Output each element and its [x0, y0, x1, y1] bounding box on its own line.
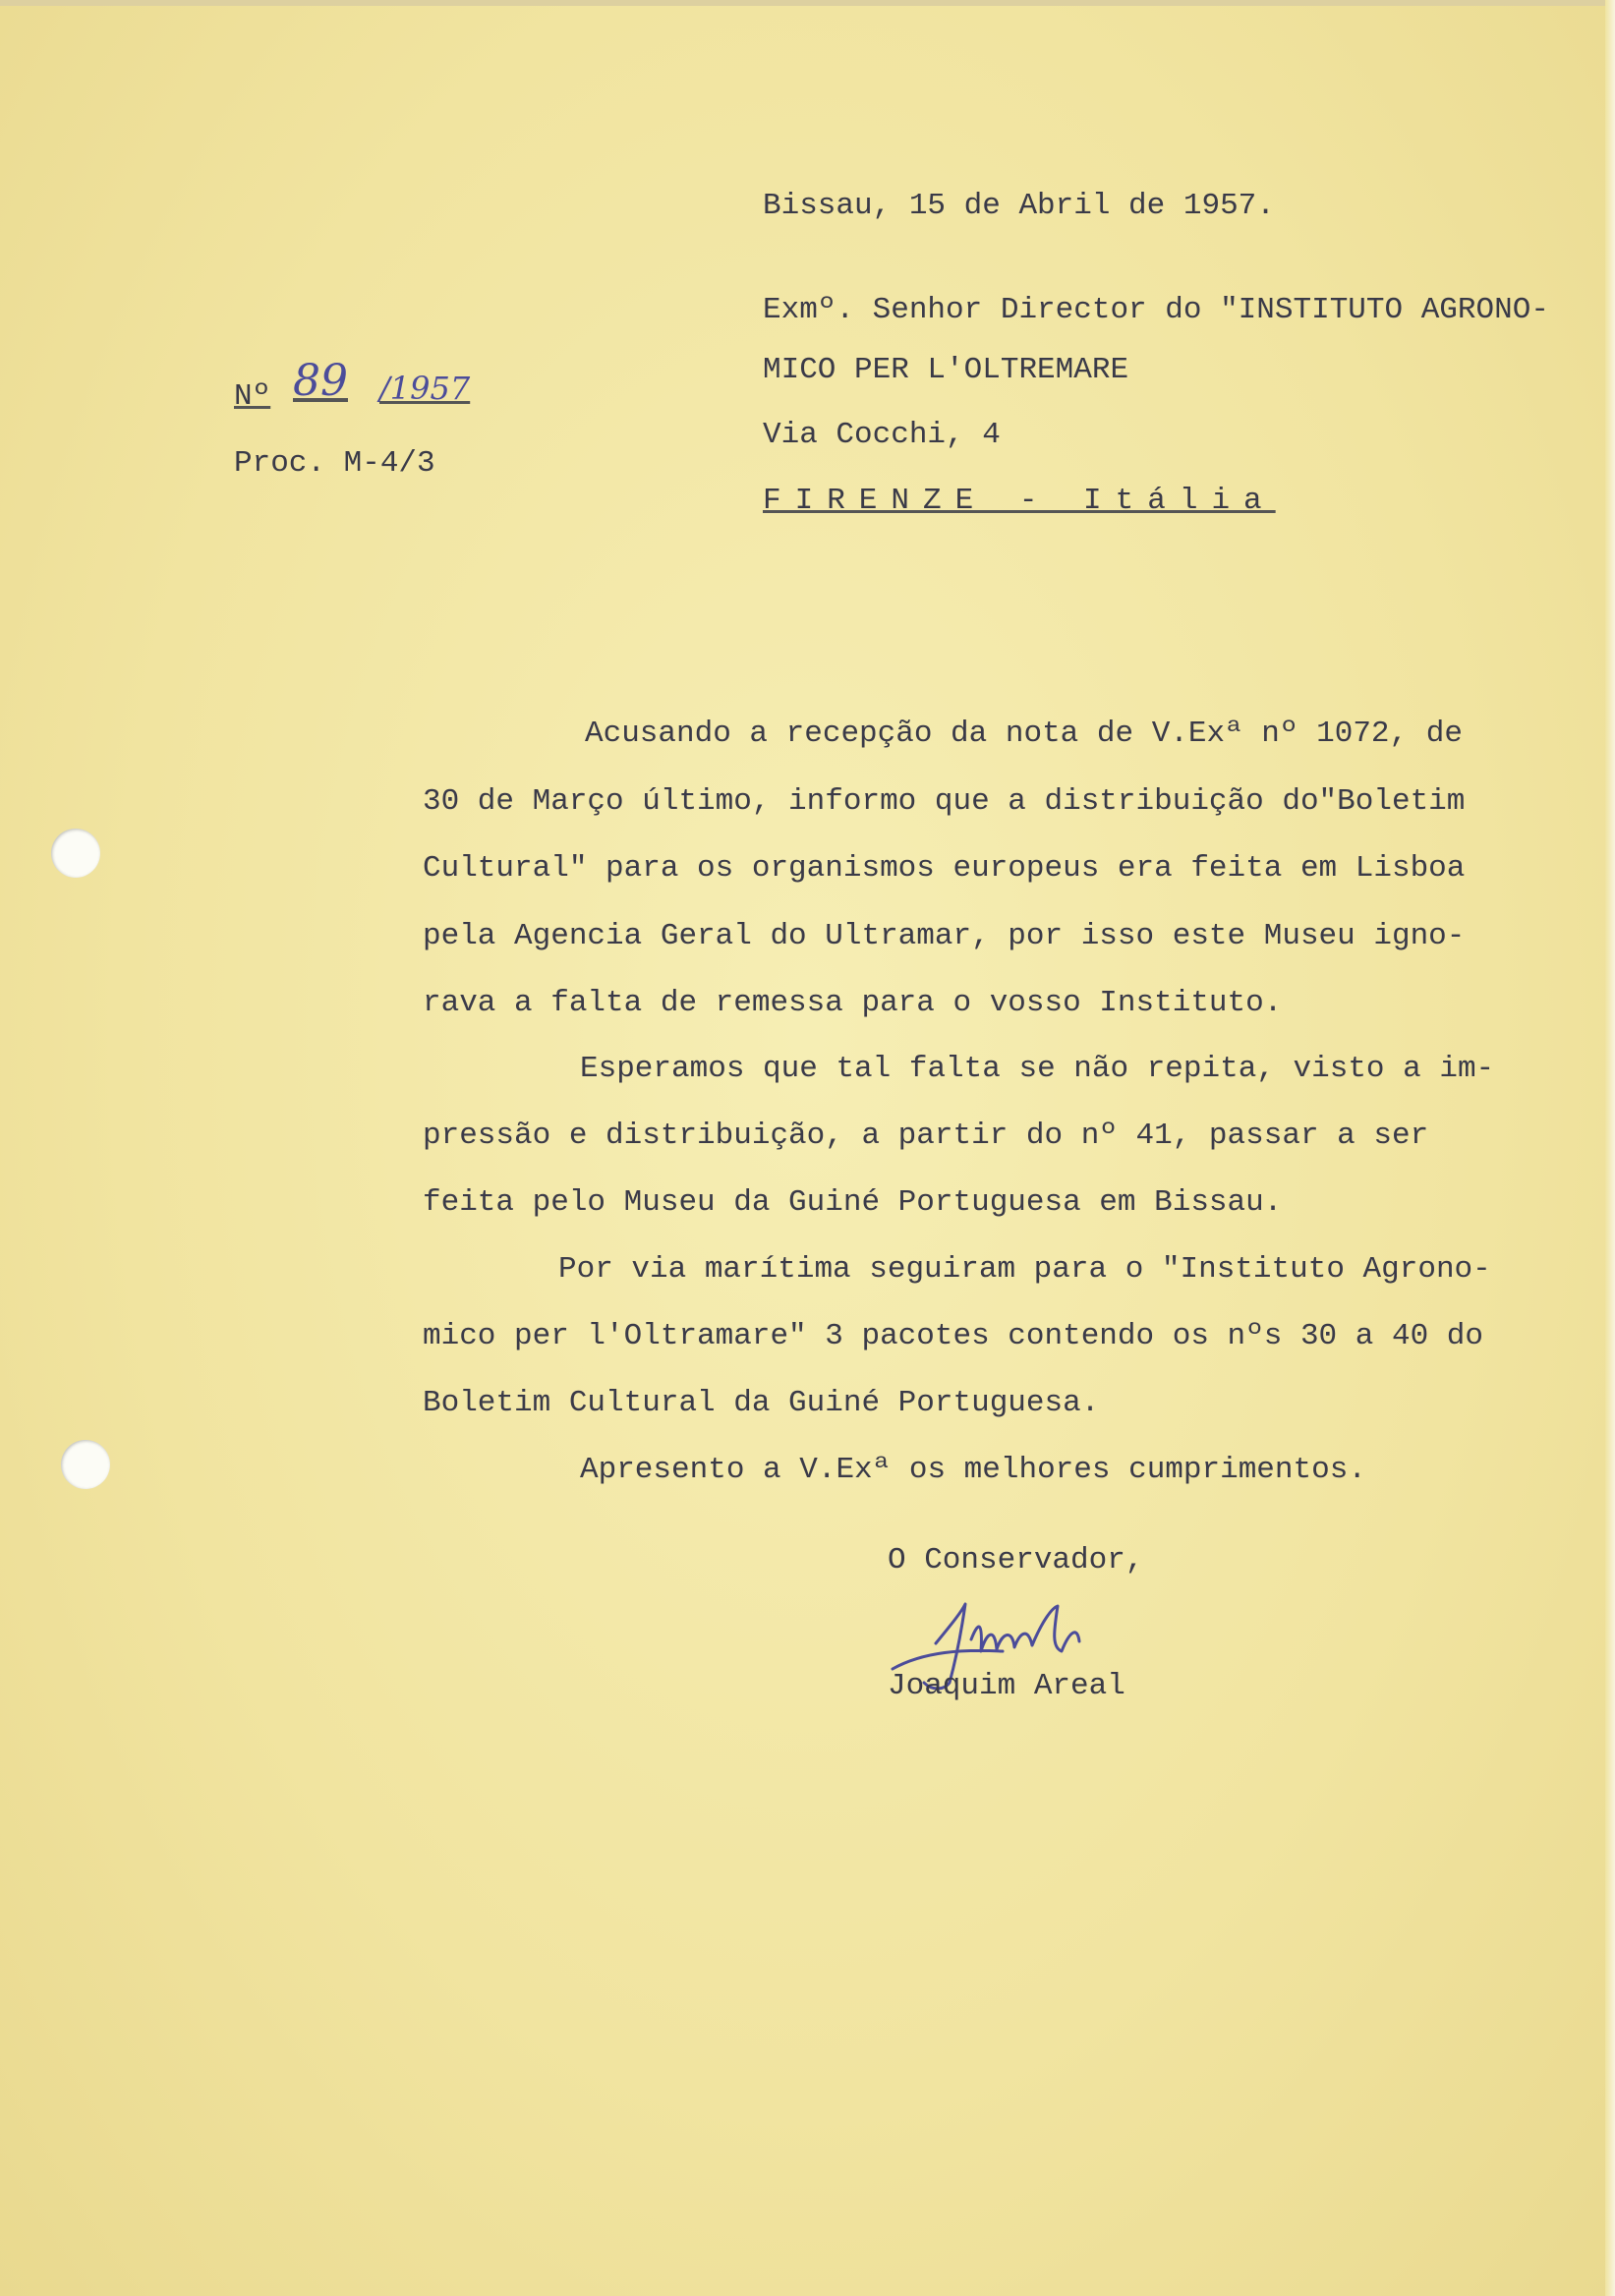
closing-title: O Conservador, — [888, 1543, 1144, 1578]
signatory-name: Joaquim Areal — [888, 1669, 1125, 1703]
body-line: Acusando a recepção da nota de V.Exª nº 1072, de — [585, 717, 1463, 751]
ref-prefix: Nº — [234, 379, 271, 414]
body-line: Apresento a V.Exª os melhores cumprimentos. — [580, 1453, 1366, 1487]
body-line: mico per l'Oltramare" 3 pacotes contendo os nºs 30 a 40 do — [423, 1319, 1483, 1353]
recipient-city: FIRENZE - Itália — [763, 484, 1276, 518]
process-reference: Proc. M-4/3 — [234, 446, 435, 481]
punch-hole-icon — [51, 829, 100, 878]
ref-year-handwritten: /1957 — [379, 370, 471, 407]
recipient-line-2: MICO PER L'OLTREMARE — [763, 353, 1129, 387]
body-line: feita pelo Museu da Guiné Portuguesa em Bissau. — [423, 1185, 1283, 1220]
punch-hole-icon — [61, 1440, 110, 1489]
place-date: Bissau, 15 de Abril de 1957. — [763, 189, 1275, 223]
body-line: pressão e distribuição, a partir do nº 41, passar a ser — [423, 1119, 1429, 1153]
body-line: Por via marítima seguiram para o "Instituto Agrono- — [558, 1252, 1491, 1287]
body-line: 30 de Março último, informo que a distribuição do"Boletim — [423, 784, 1466, 819]
paper-top-edge — [0, 0, 1615, 6]
ref-number-handwritten: 89 — [293, 356, 348, 406]
body-line: Esperamos que tal falta se não repita, visto a im- — [580, 1052, 1495, 1086]
paper-right-edge — [1605, 0, 1615, 2296]
body-line: Boletim Cultural da Guiné Portuguesa. — [423, 1386, 1100, 1420]
body-line: Cultural" para os organismos europeus era feita em Lisboa — [423, 851, 1466, 886]
body-line: rava a falta de remessa para o vosso Instituto. — [423, 986, 1283, 1020]
body-line: pela Agencia Geral do Ultramar, por isso este Museu igno- — [423, 919, 1466, 953]
recipient-line-1: Exmº. Senhor Director do "INSTITUTO AGRONO- — [763, 293, 1549, 327]
recipient-line-3: Via Cocchi, 4 — [763, 418, 1001, 452]
